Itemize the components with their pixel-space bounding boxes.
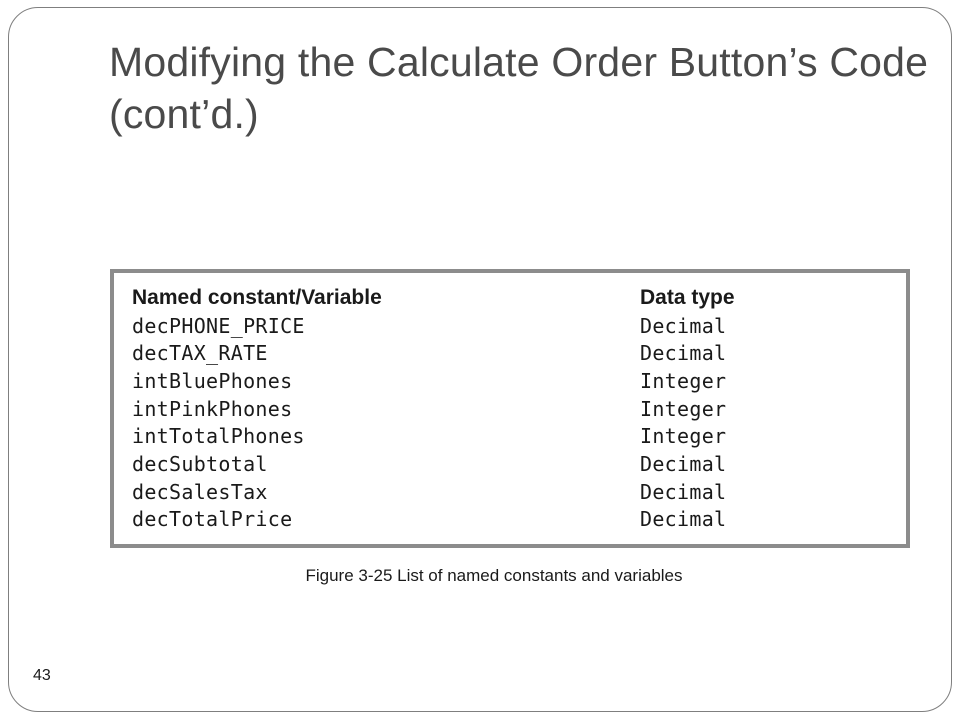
table-row [132, 450, 902, 478]
variable-name-cell: decSalesTax [132, 479, 268, 504]
variable-name-cell: decSubtotal [132, 451, 268, 476]
table-row [132, 506, 902, 534]
header-named-constant: Named constant/Variable [132, 285, 382, 309]
slide-number: 43 [33, 667, 51, 684]
variable-name-cell: intPinkPhones [132, 396, 293, 421]
table-row [132, 367, 902, 395]
figure-caption: Figure 3-25 List of named constants and variables [305, 566, 683, 585]
header-data-type: Data type [640, 285, 735, 309]
figure-table-box [110, 269, 910, 548]
variable-name-cell: decTAX_RATE [132, 341, 268, 366]
data-type-cell: Decimal [640, 313, 727, 338]
table-row [132, 422, 902, 450]
variables-table [132, 284, 902, 533]
table-header-row [132, 284, 902, 312]
slide-title: Modifying the Calculate Order Button’s Code (cont’d.) [109, 39, 929, 137]
variable-name-cell: decPHONE_PRICE [132, 313, 305, 338]
data-type-cell: Integer [640, 396, 727, 421]
variable-name-cell: intBluePhones [132, 368, 293, 393]
slide-frame [8, 7, 952, 712]
data-type-cell: Integer [640, 424, 727, 449]
data-type-cell: Decimal [640, 341, 727, 366]
variable-name-cell: decTotalPrice [132, 507, 293, 532]
table-row [132, 339, 902, 367]
data-type-cell: Decimal [640, 451, 727, 476]
data-type-cell: Integer [640, 368, 727, 393]
table-row [132, 478, 902, 506]
variable-name-cell: intTotalPhones [132, 424, 305, 449]
table-row [132, 395, 902, 423]
data-type-cell: Decimal [640, 479, 727, 504]
table-row [132, 312, 902, 340]
data-type-cell: Decimal [640, 507, 727, 532]
